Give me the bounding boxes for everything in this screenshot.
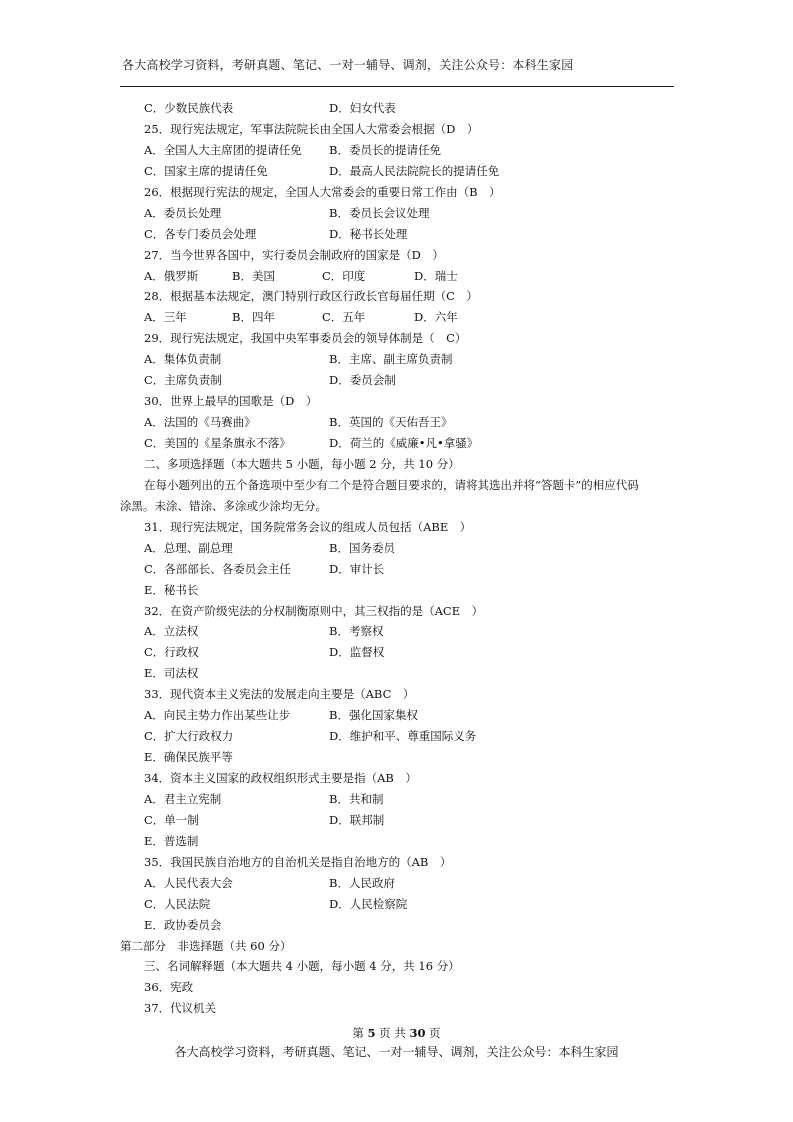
- option-c: C．印度: [322, 268, 366, 283]
- header-divider: [120, 86, 674, 87]
- page-number-current: 5: [367, 1026, 376, 1040]
- option-left: C．少数民族代表: [144, 101, 234, 115]
- option-row: [120, 307, 680, 328]
- option-right: B．考察权: [329, 624, 384, 639]
- option-left: C．国家主席的提请任免: [144, 163, 268, 178]
- question-line: 32．在资产阶级宪法的分权制衡原则中，其三权指的是（ACE ）: [144, 603, 484, 618]
- option-e: E．秘书长: [144, 582, 199, 597]
- option-row: [120, 433, 680, 454]
- option-row: [120, 538, 680, 559]
- option-right: D．监督权: [329, 645, 385, 660]
- option-row: [120, 140, 680, 161]
- option-left: A．总理、副总理: [144, 540, 233, 555]
- option-right: D．荷兰的《威廉•凡•拿骚》: [329, 436, 479, 450]
- option-row: [120, 915, 680, 936]
- option-left: C．扩大行政权力: [144, 729, 234, 744]
- option-right: B．英国的《天佑吾王》: [329, 415, 453, 430]
- question-line: 28．根据基本法规定，澳门特别行政区行政长官每届任期（C ）: [144, 289, 478, 304]
- option-right: B．委员长的提请任免: [329, 142, 441, 157]
- option-b: B．美国: [232, 268, 275, 283]
- option-left: A．法国的《马赛曲》: [144, 415, 256, 430]
- option-row: [120, 580, 680, 601]
- option-row: [120, 642, 680, 663]
- option-right: D．委员会制: [329, 373, 396, 388]
- option-row: [120, 412, 680, 433]
- option-right: B．主席、副主席负责制: [329, 352, 453, 367]
- option-row: [120, 559, 680, 580]
- option-row: [120, 810, 680, 831]
- question-line: 25．现行宪法规定，军事法院院长由全国人大常委会根据（D ）: [144, 121, 479, 136]
- option-left: A．人民代表大会: [144, 875, 233, 890]
- option-left: A．集体负责制: [144, 352, 222, 367]
- document-body: [120, 98, 680, 1019]
- option-row: [120, 789, 680, 810]
- option-row: [120, 266, 680, 287]
- option-right: B．人民政府: [329, 875, 395, 890]
- option-right: B．共和制: [329, 791, 384, 806]
- option-row: [120, 831, 680, 852]
- option-row: [120, 873, 680, 894]
- option-right: D．联邦制: [329, 812, 385, 827]
- option-row: [120, 224, 680, 245]
- option-right: D．最高人民法院院长的提请任免: [329, 163, 500, 178]
- question-line: 30．世界上最早的国歌是（D ）: [144, 394, 318, 409]
- option-row: [120, 349, 680, 370]
- option-d: D．瑞士: [414, 268, 458, 283]
- option-right: B．强化国家集权: [329, 708, 418, 723]
- option-right: B．委员长会议处理: [329, 205, 430, 220]
- option-row: [120, 726, 680, 747]
- option-left: C．人民法院: [144, 896, 211, 911]
- option-left: A．委员长处理: [144, 205, 222, 220]
- question-line: 36．宪政: [144, 980, 194, 995]
- option-row: [120, 747, 680, 768]
- question-line: 在每小题列出的五个备选项中至少有二个是符合题目要求的，请将其选出并将“答题卡”的相应代码: [144, 477, 639, 492]
- option-row: [120, 894, 680, 915]
- question-line: 27．当今世界各国中，实行委员会制政府的国家是（D ）: [144, 247, 444, 262]
- option-left: C．单一制: [144, 812, 199, 827]
- option-row: [120, 203, 680, 224]
- option-left: A．立法权: [144, 624, 199, 639]
- question-line: 26．根据现行宪法的规定，全国人大常委会的重要日常工作由（B ）: [144, 184, 501, 199]
- question-line: 35．我国民族自治地方的自治机关是指自治地方的（AB ）: [144, 854, 452, 869]
- page-header: 各大高校学习资料，考研真题、笔记、一对一辅导、调剂，关注公众号：本科生家园: [122, 58, 574, 72]
- option-e: E．司法权: [144, 666, 199, 681]
- option-left: A．向民主势力作出某些让步: [144, 708, 291, 723]
- text-line: 涂黑。未涂、错涂、多涂或少涂均无分。: [120, 498, 327, 513]
- option-left: C．各专门委员会处理: [144, 226, 257, 241]
- option-row: [120, 705, 680, 726]
- option-row: [120, 161, 680, 182]
- option-e: E．确保民族平等: [144, 750, 233, 765]
- question-line: 31．现行宪法规定，国务院常务会议的组成人员包括（ABE ）: [144, 519, 472, 534]
- option-e: E．普选制: [144, 833, 199, 848]
- option-right: B．国务委员: [329, 540, 395, 555]
- page-footer: 各大高校学习资料，考研真题、笔记、一对一辅导、调剂，关注公众号：本科生家园: [174, 1045, 619, 1059]
- question-line: 33．现代资本主义宪法的发展走向主要是（ABC ）: [144, 687, 415, 702]
- option-right: D．维护和平、尊重国际义务: [329, 729, 477, 744]
- page-number-total: 30: [409, 1026, 426, 1040]
- question-line: 29．现行宪法规定，我国中央军事委员会的领导体制是（ C）: [144, 331, 467, 346]
- option-row: [120, 370, 680, 391]
- option-left: C．行政权: [144, 645, 199, 660]
- option-right: D．审计长: [329, 561, 385, 576]
- page-number-mid: 页 共: [379, 1026, 406, 1040]
- option-right: D．人民检察院: [329, 896, 408, 911]
- option-row: [120, 98, 680, 119]
- option-left: C．主席负责制: [144, 373, 222, 388]
- page-number-suffix: 页: [429, 1026, 441, 1040]
- option-a: A．三年: [144, 310, 187, 325]
- option-row: [120, 663, 680, 684]
- question-line: 37．代议机关: [144, 1001, 217, 1016]
- text-line: 第二部分 非选择题（共 60 分）: [120, 938, 292, 953]
- option-right: D．秘书长处理: [329, 226, 408, 241]
- question-line: 34．资本主义国家的政权组织形式主要是指（AB ）: [144, 771, 417, 785]
- option-c: C．五年: [322, 310, 366, 325]
- option-a: A．俄罗斯: [144, 268, 199, 283]
- option-left: A．君主立宪制: [144, 791, 222, 806]
- option-right: D．妇女代表: [329, 101, 396, 115]
- question-line: 二、多项选择题（本大题共 5 小题，每小题 2 分，共 10 分）: [144, 456, 460, 471]
- option-left: C．各部部长、各委员会主任: [144, 561, 291, 576]
- option-left: A．全国人大主席团的提请任免: [144, 142, 302, 157]
- page-number: [0, 1025, 793, 1041]
- question-line: 三、名词解释题（本大题共 4 小题，每小题 4 分，共 16 分）: [144, 959, 460, 974]
- option-d: D．六年: [414, 310, 458, 325]
- option-b: B．四年: [232, 310, 275, 325]
- option-e: E．政协委员会: [144, 917, 222, 932]
- page-number-prefix: 第: [352, 1026, 364, 1040]
- option-left: C．美国的《星条旗永不落》: [144, 436, 291, 450]
- option-row: [120, 621, 680, 642]
